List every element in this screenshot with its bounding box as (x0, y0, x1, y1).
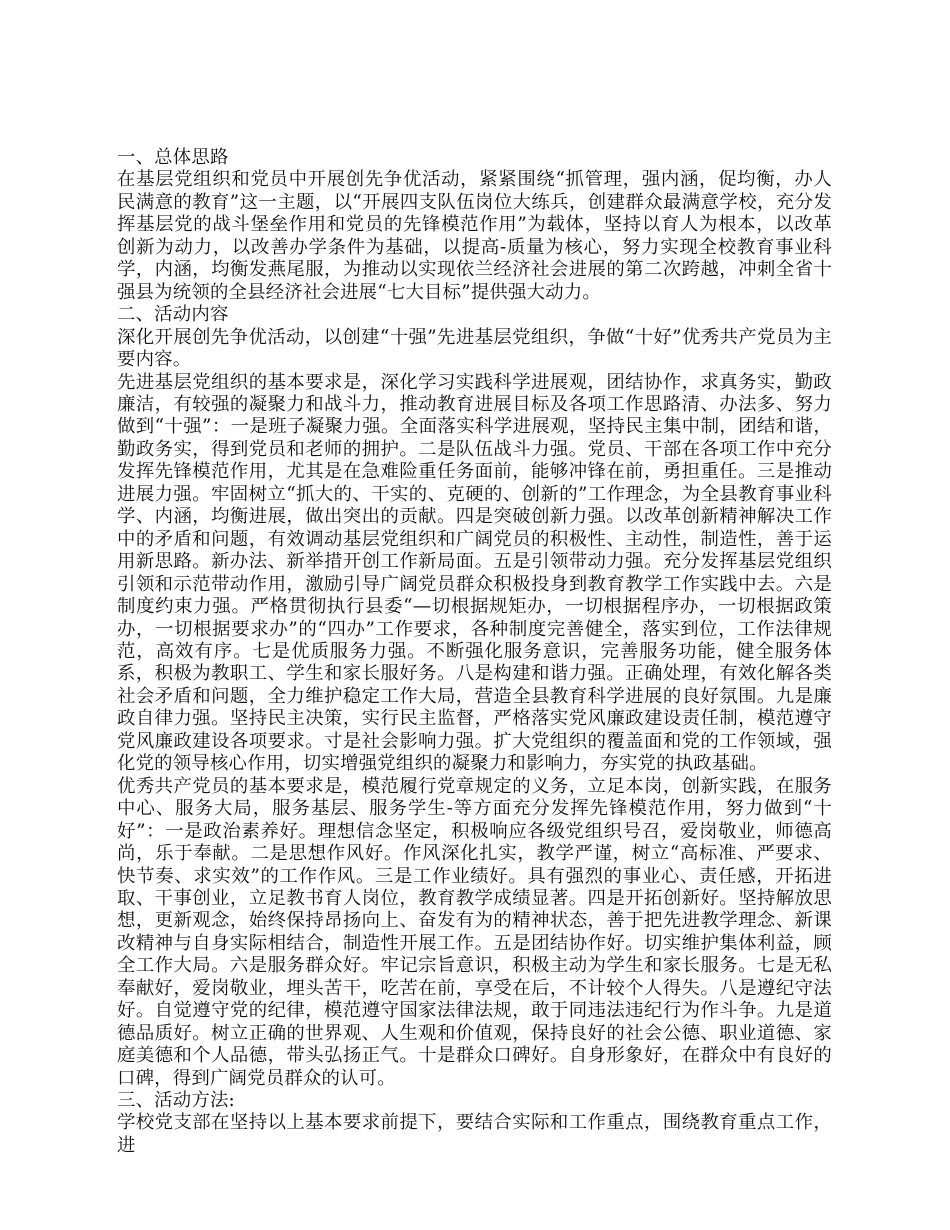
section-heading-activity-content: 二、活动内容 (117, 304, 229, 326)
paragraph-ten-good-requirements: 优秀共产党员的基本要求是，模范履行党章规定的义务，立足本岗，创新实践，在服务中心、服务大局，服务基层、服务学生-等方面充分发挥先锋模范作用，努力做到“十好”：一是政治素养好。理想信念坚定，积极响应各级党组织号召，爱岗敬业，师德高尚，乐于奉献。二是思想作风好。作风深化扎实，教学严谨，树立“高标准、严要求、快节奏、求实效”的工作作风。三是工作业绩好。具有强烈的事业心、责任感，开拓进取、干事创业，立足教书育人岗位，教育教学成绩显著。四是开拓创新好。坚持解放思想，更新观念，始终保持昂扬向上、奋发有为的精神状态，善于把先进教学理念、新课改精神与自身实际相结合，制造性开展工作。五是团结协作好。切实维护集体利益，顾全工作大局。六是服务群众好。牢记宗旨意识，积极主动为学生和家长服务。七是无私奉献好，爱岗敬业，埋头苦干，吃苦在前，享受在后，不计较个人得失。八是遵纪守法好。自觉遵守党的纪律，模范遵守国家法律法规，敢于同违法违纪行为作斗争。九是道德品质好。树立正确的世界观、人生观和价值观，保持良好的社会公德、职业道德、家庭美德和个人品德，带头弘扬正气。十是群众口碑好。自身形象好，在群众中有良好的口碑，得到广阔党员群众的认可。 (117, 775, 832, 1089)
document-page (117, 147, 832, 1157)
section-heading-overall-approach: 一、总体思路 (117, 147, 229, 168)
paragraph-activity-methods: 学校党支部在坚持以上基本要求前提下，要结合实际和工作重点，围绕教育重点工作，进 (117, 1112, 832, 1156)
section-heading-activity-methods: 三、活动方法: (117, 1090, 235, 1112)
paragraph-ten-strong-requirements: 先进基层党组织的基本要求是，深化学习实践科学进展观，团结协作，求真务实，勤政廉洁，有较强的凝聚力和战斗力，推动教育进展目标及各项工作思路清、办法多、努力做到“十强”：一是班子凝聚力强。全面落实科学进展观，坚持民主集中制，团结和谐，勤政务实，得到党员和老师的拥护。二是队伍战斗力强。党员、干部在各项工作中充分发挥先锋模范作用，尤其是在急难险重任务面前，能够冲锋在前，勇担重任。三是推动进展力强。牢固树立“抓大的、干实的、克硬的、创新的”工作理念，为全县教育事业科学、内涵，均衡进展，做出突出的贡献。四是突破创新力强。以改革创新精神解决工作中的矛盾和问题，有效调动基层党组织和广阔党员的积极性、主动性，制造性，善于运用新思路。新办法、新举措开创工作新局面。五是引领带动力强。充分发挥基层党组织引领和示范带动作用，激励引导广阔党员群众积极投身到教育教学工作实践中去。六是制度约束力强。严格贯彻执行县委“—切根据规矩办，一切根据程序办，一切根据政策办，一切根据要求办”的“四办”工作要求，各种制度完善健全，落实到位，工作法律规范，高效有序。七是优质服务力强。不断强化服务意识，完善服务功能，健全服务体系，积极为教职工、学生和家长服好务。八是构建和谐力强。正确处理，有效化解各类社会矛盾和问题，全力维护稳定工作大局，营造全县教育科学进展的良好氛围。九是廉政自律力强。坚持民主决策，实行民主监督，严格落实党风廉政建设责任制，模范遵守党风廉政建设各项要求。寸是社会影响力强。扩大党组织的覆盖面和党的工作领域，强化党的领导核心作用，切实增强党组织的凝聚力和影响力，夯实党的执政基础。 (117, 371, 832, 775)
paragraph-activity-content-intro: 深化开展创先争优活动，以创建“十强”先进基层党组织，争做“十好”优秀共产党员为主要内容。 (117, 326, 832, 371)
paragraph-overall-approach: 在基层党组织和党员中开展创先争优活动，紧紧围绕“抓管理，强内涵，促均衡，办人民满意的教育”这一主题，以“开展四支队伍岗位大练兵，创建群众最满意学校，充分发挥基层党的战斗堡垒作用和党员的先锋模范作用”为载体，坚持以育人为根本，以改革创新为动力，以改善办学条件为基础，以提高-质量为核心，努力实现全校教育事业科学，内涵，均衡发燕尾服，为推动以实现依兰经济社会进展的第二次跨越，冲刺全省十强县为统领的全县经济社会进展“七大目标”提供强大动力。 (117, 169, 832, 303)
